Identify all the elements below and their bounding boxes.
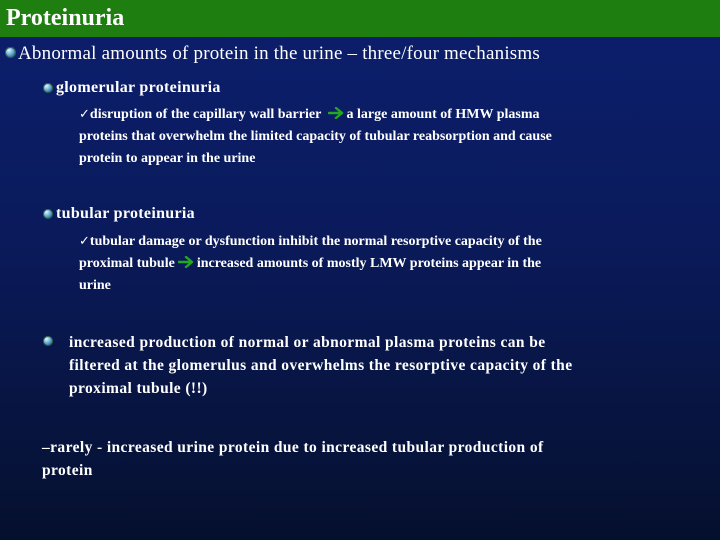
glomerular-label: glomerular proteinuria [56, 79, 221, 96]
tubular-text-2a: proximal tubule [79, 256, 175, 271]
overflow-line-1: increased production of normal or abnormal plasma proteins can be [69, 334, 546, 351]
overflow-line-3: proximal tubule (!!) [69, 380, 208, 397]
sphere-bullet-icon [43, 209, 53, 219]
rarely-line-2: protein [42, 462, 93, 479]
glomerular-text-1a: disruption of the capillary wall barrier [89, 107, 322, 122]
overflow-line-2: filtered at the glomerulus and overwhelms the resorptive capacity of the [69, 357, 573, 374]
sphere-bullet-icon [43, 336, 53, 346]
glomerular-line-2: proteins that overwhelm the limited capacity of tubular reabsorption and cause [79, 129, 552, 144]
tubular-line-2 [79, 253, 541, 274]
sphere-bullet-icon [5, 47, 16, 58]
check-icon: ✓ [79, 234, 90, 249]
rarely-line-1: –rarely - increased urine protein due to increased tubular production of [42, 439, 544, 456]
glomerular-line-1 [79, 104, 540, 125]
tubular-line-3: urine [79, 278, 111, 293]
right-arrow-icon [328, 107, 344, 119]
slide-title: Proteinuria [6, 5, 125, 31]
glomerular-text-1b: a large amount of HMW plasma [346, 107, 540, 122]
tubular-label: tubular proteinuria [56, 205, 195, 222]
sphere-bullet-icon [43, 83, 53, 93]
tubular-text-2b: increased amounts of mostly LMW proteins appear in the [196, 256, 542, 271]
tubular-line-1 [79, 231, 542, 252]
glomerular-line-3: protein to appear in the urine [79, 151, 256, 166]
check-icon: ✓ [79, 107, 90, 122]
tubular-text-1: tubular damage or dysfunction inhibit the normal resorptive capacity of the [89, 234, 542, 249]
right-arrow-icon [178, 256, 194, 268]
main-heading: Abnormal amounts of protein in the urine – three/four mechanisms [18, 43, 540, 64]
